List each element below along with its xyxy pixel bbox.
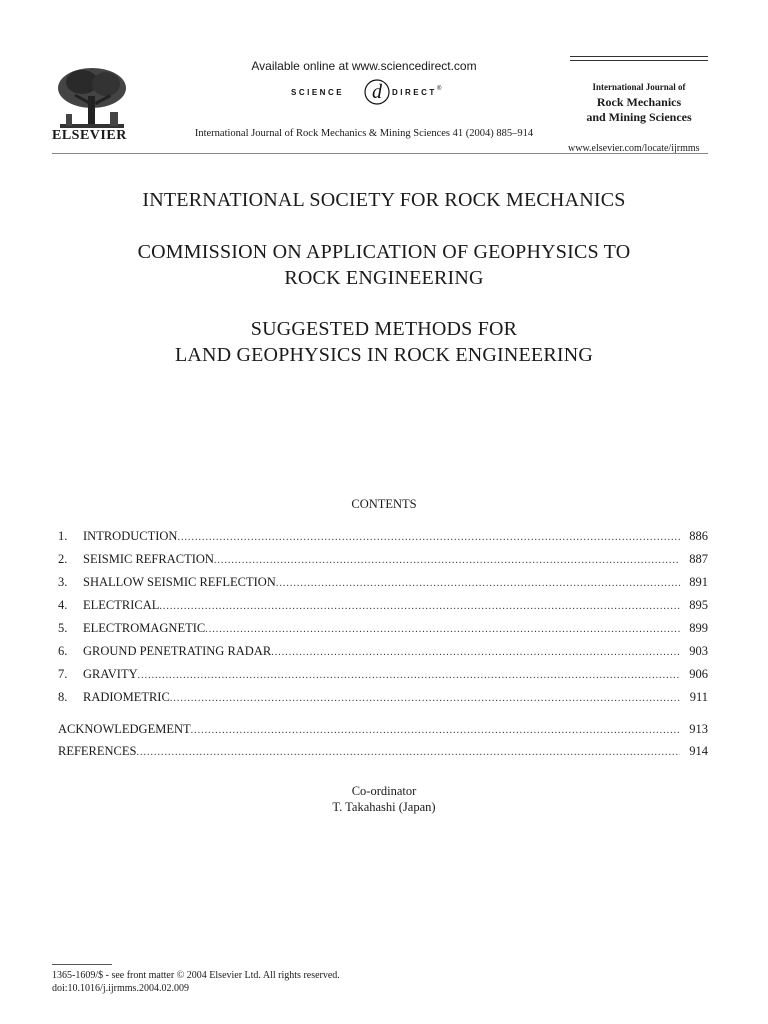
- toc-leader-dots: [177, 532, 680, 543]
- header-divider: [52, 153, 708, 154]
- toc-leader-dots: [191, 725, 680, 736]
- toc-page: 906: [689, 667, 708, 681]
- toc-number: 4.: [58, 598, 68, 612]
- toc-item[interactable]: [58, 621, 708, 637]
- toc-leader-dots: [205, 624, 680, 635]
- coordinator-name: T. Takahashi (Japan): [332, 800, 436, 814]
- toc-item[interactable]: [58, 690, 708, 706]
- footer-divider: [52, 964, 112, 965]
- toc-leader-dots: [170, 693, 680, 704]
- toc-leader-dots: [159, 601, 680, 612]
- commission-title-line1: COMMISSION ON APPLICATION OF GEOPHYSICS TO: [137, 241, 631, 263]
- paper-title: [40, 316, 728, 368]
- toc-page: 913: [689, 722, 708, 736]
- toc-page: 911: [689, 690, 708, 704]
- toc-leader-dots: [137, 747, 681, 758]
- toc-item[interactable]: [58, 644, 708, 660]
- toc-item[interactable]: [58, 529, 708, 545]
- journal-url[interactable]: www.elsevier.com/locate/ijrmms: [568, 143, 700, 154]
- toc-item[interactable]: [58, 552, 708, 568]
- toc-item[interactable]: [58, 667, 708, 683]
- toc-label: ELECTRICAL: [83, 598, 160, 612]
- toc-item-references[interactable]: [58, 744, 708, 760]
- toc-label: SEISMIC REFRACTION: [83, 552, 214, 566]
- sd-registered-mark: ®: [437, 86, 442, 92]
- copyright-line: 1365-1609/$ - see front matter © 2004 Elsevier Ltd. All rights reserved.: [52, 970, 340, 981]
- toc-item[interactable]: [58, 598, 708, 614]
- coordinator-label: Co-ordinator: [351, 784, 417, 798]
- toc-page: 886: [689, 529, 708, 543]
- sd-science-text: SCIENCE: [291, 88, 345, 97]
- toc-label: SHALLOW SEISMIC REFLECTION: [83, 575, 276, 589]
- journal-citation: International Journal of Rock Mechanics & Mining Sciences 41 (2004) 885–914: [194, 128, 534, 139]
- sd-direct-text: DIRECT: [392, 88, 437, 97]
- toc-number: 2.: [58, 552, 68, 566]
- contents-heading: CONTENTS: [351, 497, 417, 511]
- paper-title-line1: SUGGESTED METHODS FOR: [250, 318, 518, 340]
- doi-line[interactable]: doi:10.1016/j.ijrmms.2004.02.009: [52, 983, 189, 994]
- toc-page: 903: [689, 644, 708, 658]
- toc-page: 887: [689, 552, 708, 566]
- svg-text:d: d: [372, 81, 382, 103]
- toc-label: RADIOMETRIC: [83, 690, 170, 704]
- toc-page: 891: [689, 575, 708, 589]
- paper-title-line2: LAND GEOPHYSICS IN ROCK ENGINEERING: [174, 344, 594, 366]
- elsevier-wordmark: ELSEVIER: [52, 128, 127, 143]
- toc-number: 7.: [58, 667, 68, 681]
- toc-leader-dots: [276, 578, 680, 589]
- toc-item[interactable]: [58, 575, 708, 591]
- toc-number: 8.: [58, 690, 68, 704]
- toc-label: ACKNOWLEDGEMENT: [58, 722, 191, 736]
- journal-box-line1: Rock Mechanics: [596, 95, 682, 109]
- toc-label: ELECTROMAGNETIC: [83, 621, 206, 635]
- journal-box-subtitle: International Journal of: [592, 82, 686, 92]
- toc-number: 1.: [58, 529, 68, 543]
- toc-leader-dots: [214, 555, 680, 566]
- toc-page: 914: [689, 744, 708, 758]
- toc-page: 899: [689, 621, 708, 635]
- journal-box-line2: and Mining Sciences: [586, 110, 692, 124]
- toc-leader-dots: [271, 647, 680, 658]
- society-title: INTERNATIONAL SOCIETY FOR ROCK MECHANICS: [142, 189, 626, 211]
- toc-label: GRAVITY: [83, 667, 138, 681]
- toc-item-acknowledgement[interactable]: [58, 722, 708, 738]
- toc-number: 3.: [58, 575, 68, 589]
- toc-label: REFERENCES: [58, 744, 137, 758]
- sciencedirect-logo: [291, 78, 461, 106]
- toc-number: 5.: [58, 621, 68, 635]
- toc-label: GROUND PENETRATING RADAR: [83, 644, 272, 658]
- toc-leader-dots: [138, 670, 680, 681]
- journal-box-title: [570, 95, 708, 125]
- toc-number: 6.: [58, 644, 68, 658]
- commission-title: [40, 239, 728, 291]
- journal-box: [570, 56, 708, 126]
- toc-page: 895: [689, 598, 708, 612]
- available-online-text: Available online at www.sciencedirect.com: [251, 59, 477, 73]
- toc-label: INTRODUCTION: [83, 529, 178, 543]
- commission-title-line2: ROCK ENGINEERING: [284, 267, 484, 289]
